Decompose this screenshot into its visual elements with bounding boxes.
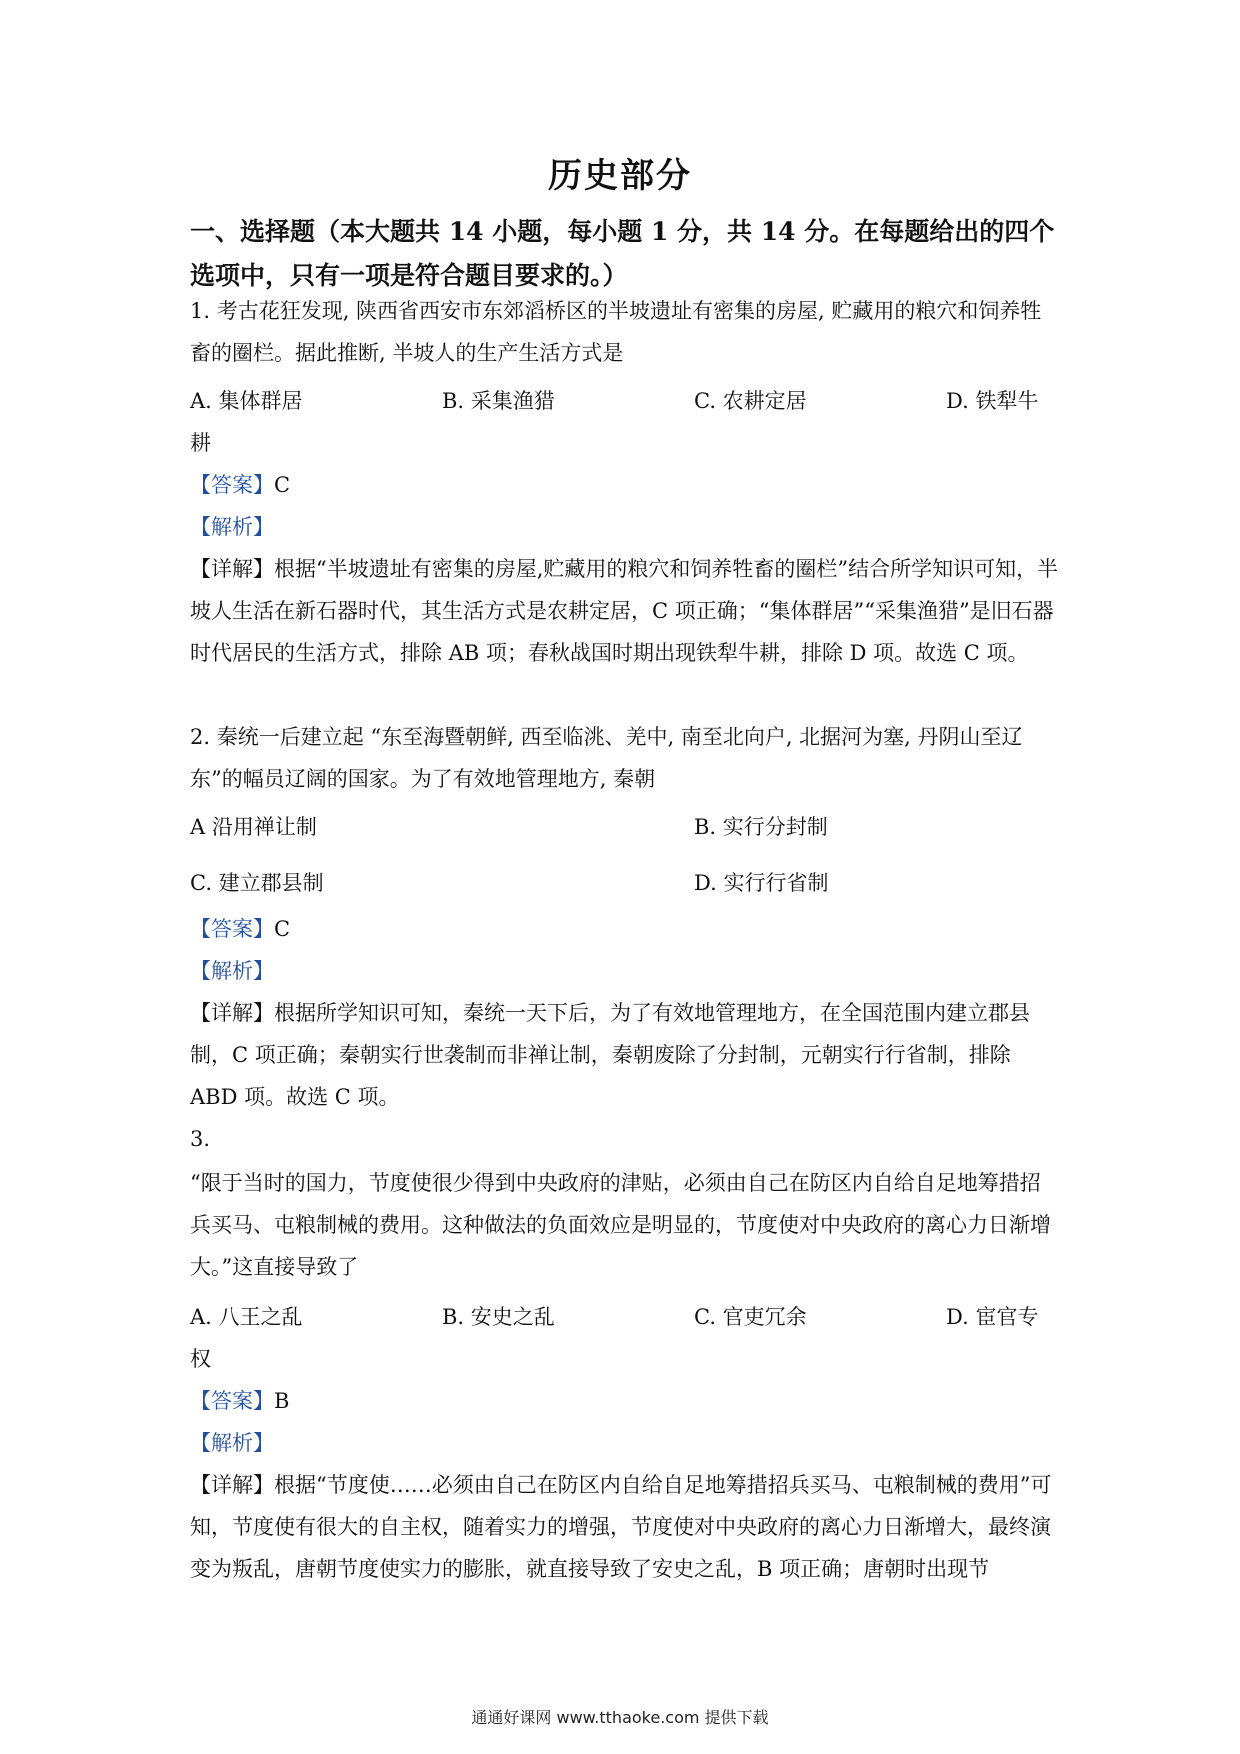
question-3-option-wrap: 权 bbox=[190, 1347, 211, 1371]
answer-value: B bbox=[274, 1389, 290, 1413]
question-1-analysis bbox=[190, 506, 1060, 548]
question-2-options-row-1 bbox=[190, 806, 1060, 848]
option-a: A. 八王之乱 bbox=[190, 1305, 303, 1329]
option-b: B. 实行分封制 bbox=[694, 815, 828, 839]
option-c: C. 农耕定居 bbox=[694, 389, 807, 413]
answer-value: C bbox=[274, 917, 291, 941]
question-1-stem: 1. 考古花狂发现, 陕西省西安市东郊滔桥区的半坡遗址有密集的房屋, 贮藏用的粮穴和饲养牲畜的圈栏。据此推断, 半坡人的生产生活方式是 bbox=[190, 299, 1042, 365]
page-title: 历史部分 bbox=[548, 156, 692, 196]
footer-watermark: 通通好课网 www.tthaoke.com 提供下载 bbox=[471, 1708, 769, 1727]
analysis-tag: 【解析】 bbox=[190, 515, 274, 539]
option-d: D. 实行行省制 bbox=[694, 871, 829, 895]
detail-tag: 【详解】 bbox=[190, 1473, 274, 1497]
answer-value: C bbox=[274, 473, 291, 497]
question-3-analysis bbox=[190, 1422, 1060, 1464]
question-1-detail bbox=[190, 548, 1060, 674]
question-3-stem: “限于当时的国力，节度使很少得到中央政府的津贴，必须由自己在防区内自给自足地筹措招兵买马、屯粮制械的费用。这种做法的负面效应是明显的，节度使对中央政府的离心力日渐增大。”这直接导致了 bbox=[190, 1171, 1051, 1279]
detail-tag: 【详解】 bbox=[190, 557, 274, 581]
question-1-answer bbox=[190, 464, 1060, 506]
detail-tag: 【详解】 bbox=[190, 1001, 274, 1025]
answer-tag: 【答案】 bbox=[190, 473, 274, 497]
question-3-answer bbox=[190, 1380, 1060, 1422]
question-3-detail bbox=[190, 1464, 1060, 1590]
analysis-tag: 【解析】 bbox=[190, 1431, 274, 1455]
option-d: D. 铁犁牛 bbox=[946, 389, 1039, 413]
question-1-options bbox=[190, 380, 1060, 422]
option-d: D. 宦官专 bbox=[946, 1305, 1039, 1329]
option-b: B. 采集渔猎 bbox=[442, 389, 555, 413]
section-heading: 一、选择题（本大题共 14 小题，每小题 1 分，共 14 分。在每题给出的四个选项中，只有一项是符合题目要求的。） bbox=[190, 217, 1055, 290]
question-2-answer bbox=[190, 908, 1060, 950]
answer-tag: 【答案】 bbox=[190, 1389, 274, 1413]
question-1-option-wrap: 耕 bbox=[190, 431, 211, 455]
question-2-stem: 2. 秦统一后建立起 “东至海暨朝鲜, 西至临洮、羌中, 南至北向户, 北据河为塞, 丹阴山至辽东”的幅员辽阔的国家。为了有效地管理地方, 秦朝 bbox=[190, 725, 1023, 791]
option-c: C. 官吏冗余 bbox=[694, 1305, 807, 1329]
option-b: B. 安史之乱 bbox=[442, 1305, 555, 1329]
detail-text: 根据所学知识可知，秦统一天下后，为了有效地管理地方，在全国范围内建立郡县制，C 项正确；秦朝实行世袭制而非禅让制，秦朝废除了分封制，元朝实行行省制，排除 ABD 项。故选 C 项。 bbox=[190, 1001, 1030, 1109]
detail-text: 根据“半坡遗址有密集的房屋,贮藏用的粮穴和饲养牲畜的圈栏”结合所学知识可知，半坡人生活在新石器时代，其生活方式是农耕定居，C 项正确；“集体群居”“采集渔猎”是旧石器时代居民的生活方式，排除 AB 项；春秋战国时期出现铁犁牛耕，排除 D 项。故选 C 项。 bbox=[190, 557, 1059, 665]
question-3-number: 3. bbox=[190, 1127, 211, 1151]
question-2-options-row-2 bbox=[190, 862, 1060, 904]
option-c: C. 建立郡县制 bbox=[190, 871, 324, 895]
answer-tag: 【答案】 bbox=[190, 917, 274, 941]
option-a: A. 集体群居 bbox=[190, 389, 303, 413]
question-3-options bbox=[190, 1296, 1060, 1338]
option-a: A 沿用禅让制 bbox=[190, 815, 317, 839]
detail-text: 根据“节度使……必须由自己在防区内自给自足地筹措招兵买马、屯粮制械的费用”可知，节度使有很大的自主权，随着实力的增强，节度使对中央政府的离心力日渐增大，最终演变为叛乱，唐朝节度使实力的膨胀，就直接导致了安史之乱，B 项正确；唐朝时出现节 bbox=[190, 1473, 1052, 1581]
question-2-analysis bbox=[190, 950, 1060, 992]
analysis-tag: 【解析】 bbox=[190, 959, 274, 983]
question-2-detail bbox=[190, 992, 1060, 1118]
